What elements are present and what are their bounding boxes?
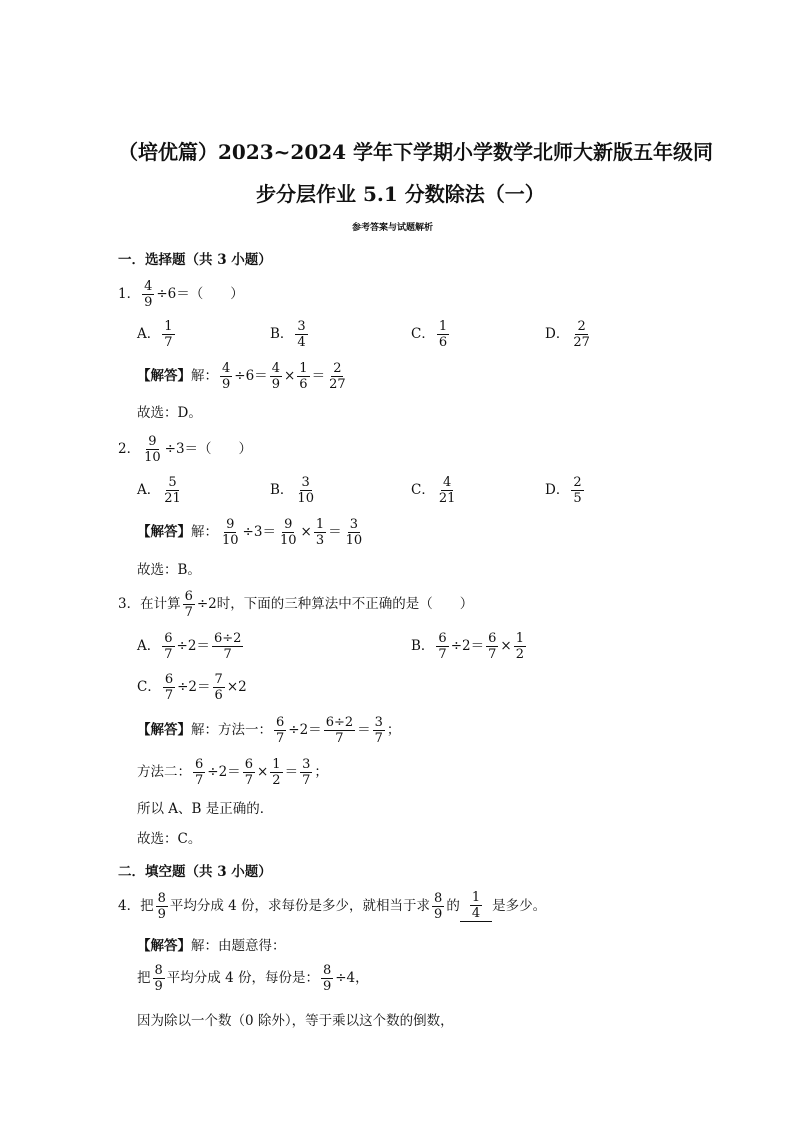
chosen-answer-2: 故选：B。 — [137, 562, 201, 578]
answer-3-conclusion: 所以 A、B 是正确的． — [137, 801, 274, 817]
answer-3-method2: 方法二： $\frac{6}{7}$ ÷2＝ $\frac{6}{7}$ × $\frac{1}{2}$ ＝ 3 7 ； — [137, 756, 328, 788]
option-c: C． 1 6 — [411, 318, 448, 350]
blank-answer: $\frac{1}{4}$ — [460, 890, 492, 922]
option-d: D． 2 27 — [545, 318, 590, 350]
answer-4-line3: 因为除以一个数（0 除外），等于乘以这个数的倒数， — [137, 1013, 454, 1029]
chosen-answer-3: 故选：C。 — [137, 831, 202, 847]
option-a: A． 1 7 — [137, 318, 173, 350]
section-heading-choice: 一．选择题（共 3 小题） — [118, 252, 272, 268]
answer-4-line2: 把 8 9 平均分成 4 份，每份是： $\frac{8}{9}$ ÷4， — [137, 962, 369, 994]
question-number: 1． — [118, 286, 141, 302]
option-b: B． 3 4 — [270, 318, 306, 350]
option-c: C． 4 21 — [411, 474, 456, 506]
answer-1: 【解答】 解： $\frac{4}{9}$ ÷6＝ $\frac{4}{9}$ × $\frac{1}{6}$ ＝ 2 27 — [137, 360, 346, 392]
option-b: B． 3 10 — [270, 474, 314, 506]
page-title-line2: 步分层作业 5.1 分数除法（一） — [256, 182, 545, 206]
option-d: D． 2 5 — [545, 474, 582, 506]
option-a: A． $\frac{6}{7}$ ÷2＝ 6÷2 7 — [137, 630, 242, 662]
option-c: C． $\frac{6}{7}$ ÷2＝ $\frac{7}{6}$ ×2 — [137, 671, 247, 703]
section-heading-fill: 二．填空题（共 3 小题） — [118, 864, 272, 880]
question-3-stem: 3． 在计算 $\frac{6}{7}$ ÷2时，下面的三种算法中不正确的是（ ） — [118, 588, 474, 620]
option-b: B． $\frac{6}{7}$ ÷2＝ $\frac{6}{7}$ × $\frac{1}{2}$ — [411, 630, 524, 662]
question-4-stem: 4． 把 8 9 平均分成 4 份，求每份是多少，就相当于求 8 9 的 $\frac{1}{4}$ 是多少。 — [118, 890, 547, 922]
answer-4-intro: 【解答】解：由题意得： — [137, 938, 286, 954]
subtitle: 参考答案与试题解析 — [352, 223, 434, 233]
fraction: $\frac{4}{9}$ — [144, 278, 153, 310]
question-text: ÷6＝（ ） — [156, 286, 244, 302]
page-title-line1: （培优篇）2023~2024 学年下学期小学数学北师大新版五年级同 — [118, 140, 714, 164]
answer-3-method1: 【解答】 解：方法一： $\frac{6}{7}$ ÷2＝ 6÷2 7 ＝ 3 7 ； — [137, 714, 401, 746]
question-1-stem — [118, 276, 244, 312]
chosen-answer-1: 故选：D。 — [137, 405, 202, 421]
option-a: A． 5 21 — [137, 474, 181, 506]
answer-2: 【解答】 解： $\frac{9}{10}$ ÷3＝ $\frac{9}{10}$ × $\frac{1}{3}$ ＝ 3 10 — [137, 516, 363, 548]
question-2-stem: 2． $\frac{9}{10}$ ÷3＝（ ） — [118, 433, 253, 465]
